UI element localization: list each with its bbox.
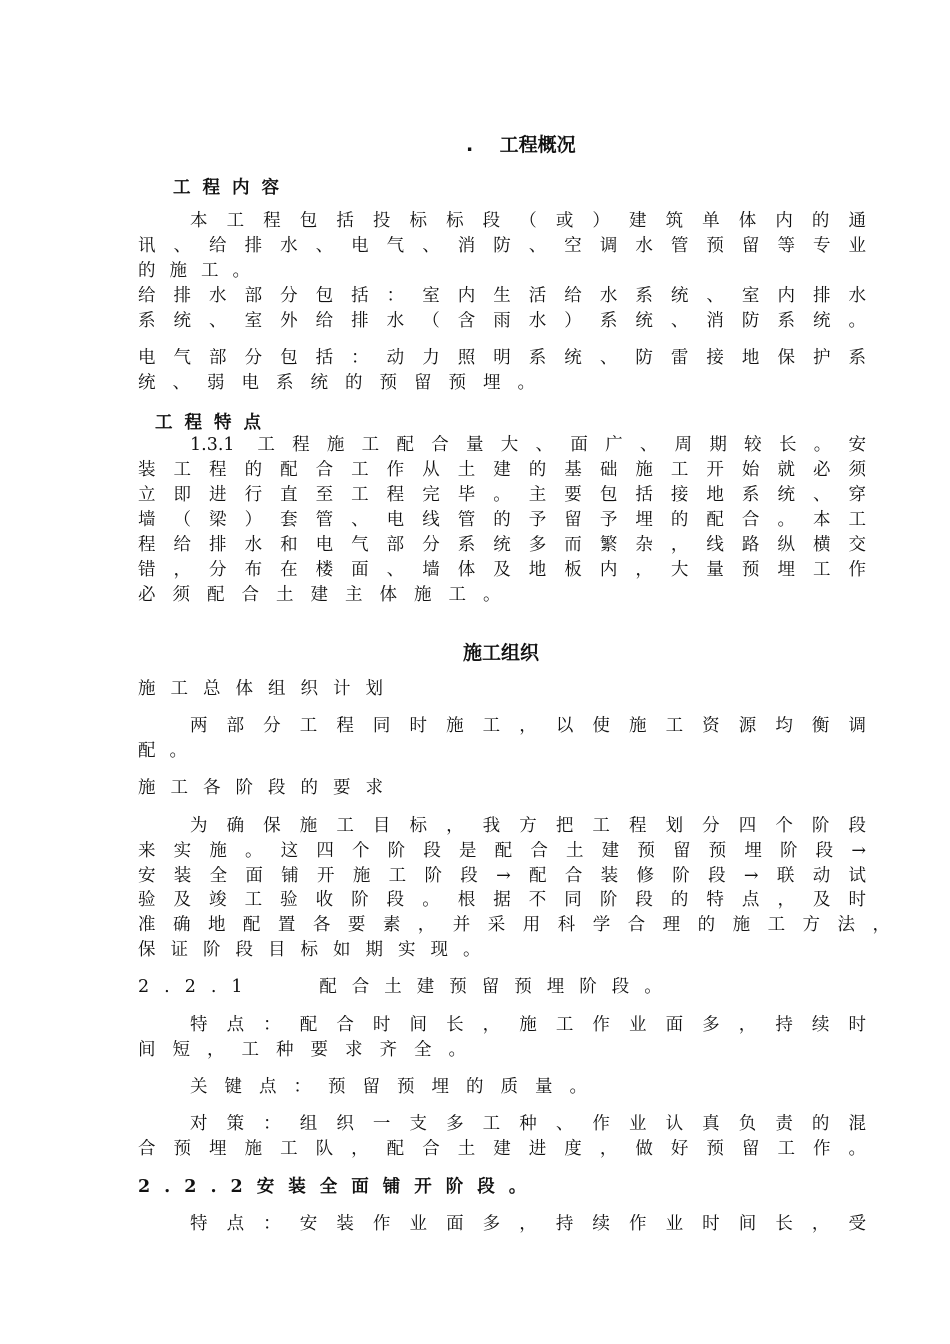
paragraph-line: 特点：配合时间长，施工作业面多，持续时 xyxy=(190,1015,866,1035)
paragraph-line: 间短，工种要求齐全。 xyxy=(138,1040,483,1060)
paragraph-line: 错，分布在楼面、墙体及地板内，大量预埋工作 xyxy=(138,560,866,580)
paragraph-line: 为确保施工目标，我方把工程划分四个阶段 xyxy=(190,816,866,836)
heading-phase-1: 2.2.1 配合土建预留预埋阶段。 xyxy=(138,977,677,997)
paragraph-line: 的施工。 xyxy=(138,261,264,281)
paragraph-line: 程给排水和电气部分系统多而繁杂，线路纵横交 xyxy=(138,535,866,555)
section-title-overview: . 工程概况 xyxy=(466,134,576,156)
paragraph-line: 保证阶段目标如期实现。 xyxy=(138,940,496,960)
subheading-scope: 工程内容 xyxy=(173,178,291,198)
subheading-features: 工程特点 xyxy=(155,413,273,433)
paragraph-line: 准确地配置各要素，并采用科学合理的施工方法， xyxy=(138,915,890,935)
paragraph-line: 统、弱电系统的预留预埋。 xyxy=(138,373,552,393)
paragraph-line: 系统、室外给排水（含雨水）系统、消防系统。 xyxy=(138,311,866,331)
paragraph-line: 配。 xyxy=(138,741,201,761)
paragraph-line: 必须配合土建主体施工。 xyxy=(138,585,518,605)
paragraph-line: 对策：组织一支多工种、作业认真负责的混 xyxy=(190,1114,866,1134)
heading-phase-requirements: 施工各阶段的要求 xyxy=(138,778,398,798)
paragraph-line: 关键点：预留预埋的质量。 xyxy=(190,1077,604,1097)
paragraph-line: 合预埋施工队，配合土建进度，做好预留工作。 xyxy=(138,1139,866,1159)
section-title-organization: 施工组织 xyxy=(463,642,540,664)
paragraph-line: 特点：安装作业面多，持续作业时间长，受 xyxy=(190,1214,866,1234)
paragraph-line: 电气部分包括：动力照明系统、防雷接地保护系 xyxy=(138,348,866,368)
paragraph-line: 装工程的配合工作从土建的基础施工开始就必须 xyxy=(138,460,866,480)
paragraph-line: 给排水部分包括：室内生活给水系统、室内排水 xyxy=(138,286,866,306)
heading-overall-plan: 施工总体组织计划 xyxy=(138,679,398,699)
paragraph-line: 两部分工程同时施工，以使施工资源均衡调 xyxy=(190,716,866,736)
heading-phase-2: 2.2.2安装全面铺开阶段。 xyxy=(138,1177,541,1197)
paragraph-line: 来实施。这四个阶段是配合土建预留预埋阶段→ xyxy=(138,841,866,861)
paragraph-line: 讯、给排水、电气、消防、空调水管预留等专业 xyxy=(138,236,866,256)
paragraph-line: 验及竣工验收阶段。根据不同阶段的特点，及时 xyxy=(138,890,866,910)
paragraph-line: 本工程包括投标标段（或）建筑单体内的通 xyxy=(190,211,866,231)
paragraph-line: 安装全面铺开施工阶段→配合装修阶段→联动试 xyxy=(138,866,866,886)
paragraph-line: 墙（梁）套管、电线管的予留予埋的配合。本工 xyxy=(138,510,866,530)
paragraph-line: 立即进行直至工程完毕。主要包括接地系统、穿 xyxy=(138,485,866,505)
paragraph-line: 1.3.1 工程施工配合量大、面广、周期较长。安 xyxy=(190,435,866,455)
